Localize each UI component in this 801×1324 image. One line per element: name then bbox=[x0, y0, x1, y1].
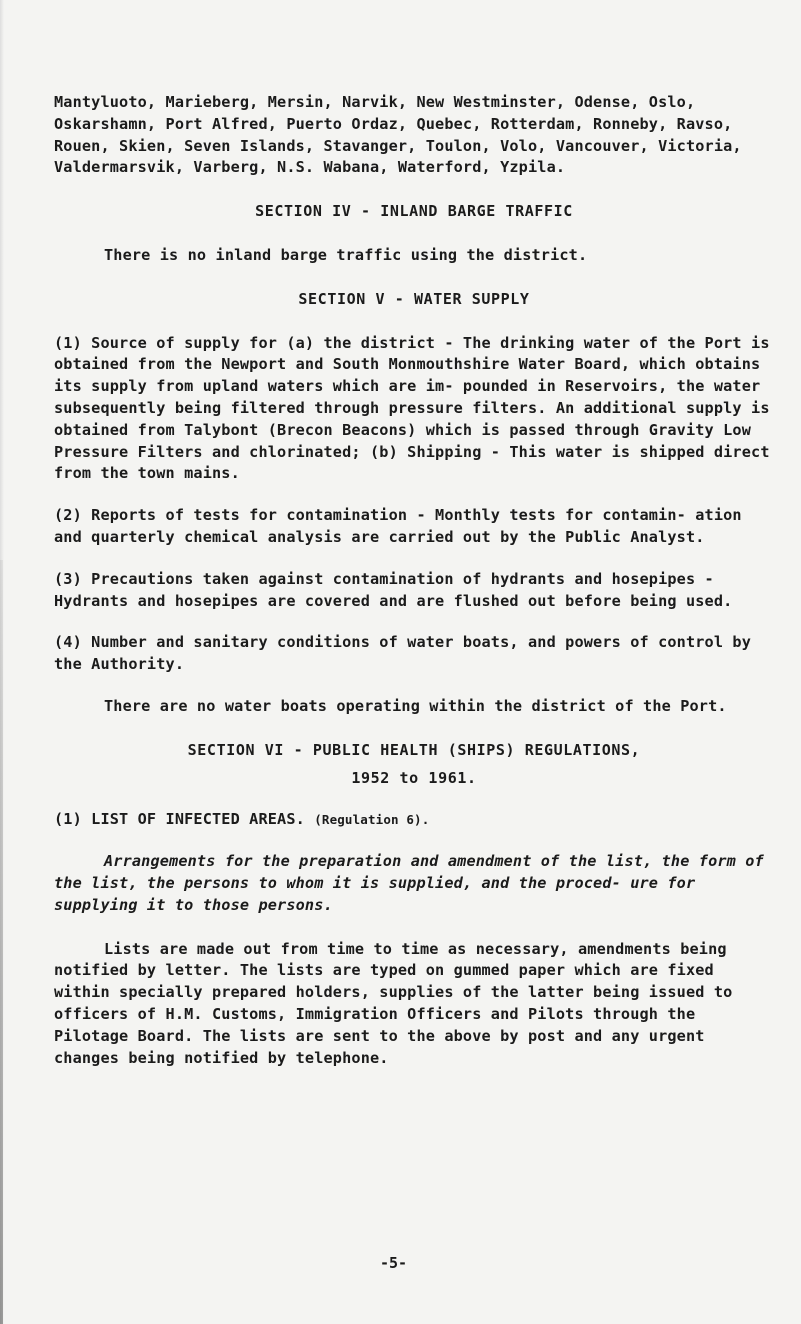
arrangements-italic-paragraph: Arrangements for the preparation and amendment of the list, the form of the list, the persons to whom it is supplied, and the proced- ure for supplying it to those persons. bbox=[54, 852, 764, 914]
section-vi-heading-years: 1952 to 1961. bbox=[351, 768, 477, 787]
hydrant-precautions-paragraph: (3) Precautions taken against contamination of hydrants and hosepipes - Hydrants and hosepipes are covered and are flushed out before being used. bbox=[54, 569, 733, 610]
section-iv-text: There is no inland barge traffic using the district. bbox=[104, 245, 588, 264]
binding-edge bbox=[0, 560, 3, 1324]
lists-procedure-paragraph: Lists are made out from time to time as necessary, amendments being notified by letter. The lists are typed on gummed paper which are fixed within specially prepared holders, supplies of the latter being issued to officers of H.M. Customs, Immigration Officers and Pilots through the Pilotage Board. The lists are sent to the above by post and any urgent changes being notified by telephone. bbox=[54, 939, 733, 1067]
regulation-reference: (Regulation 6). bbox=[314, 812, 430, 828]
no-water-boats-paragraph: There are no water boats operating within the district of the Port. bbox=[104, 696, 727, 715]
document-body bbox=[54, 92, 774, 1069]
page-number: -5- bbox=[380, 1254, 408, 1272]
section-vi-heading: SECTION VI - PUBLIC HEALTH (SHIPS) REGULATIONS, bbox=[187, 740, 641, 759]
water-source-paragraph: (1) Source of supply for (a) the district - The drinking water of the Port is obtained from the Newport and South Monmouthshire Water Board, which obtains its supply from upland waters which are im- pounded in Reservoirs, the water subsequently being filtered through pressure filters. An additional supply is obtained from Talybont (Brecon Beacons) which is passed through Gravity Low Pressure Filters and chlorinated; (b) Shipping - This water is shipped direct from the town mains. bbox=[54, 333, 770, 483]
water-boats-paragraph: (4) Number and sanitary conditions of water boats, and powers of control by the Authority. bbox=[54, 633, 752, 674]
section-v-heading: SECTION V - WATER SUPPLY bbox=[298, 289, 530, 308]
port-list-paragraph: Mantyluoto, Marieberg, Mersin, Narvik, New Westminster, Odense, Oslo, Oskarshamn, Port Alfred, Puerto Ordaz, Quebec, Rotterdam, Ronneby, Ravso, Rouen, Skien, Seven Islands, Stavanger, Toulon, Volo, Vancouver, Victoria, Valdermarsvik, Varberg, N.S. Wabana, Waterford, Yzpila. bbox=[54, 93, 742, 177]
infected-areas-title bbox=[54, 809, 774, 831]
section-iv-heading: SECTION IV - INLAND BARGE TRAFFIC bbox=[255, 202, 573, 221]
contamination-tests-paragraph: (2) Reports of tests for contamination - Monthly tests for contamin- ation and quarterly chemical analysis are carried out by the Public Analyst. bbox=[54, 506, 742, 546]
list-title-text: (1) LIST OF INFECTED AREAS. bbox=[54, 810, 305, 829]
